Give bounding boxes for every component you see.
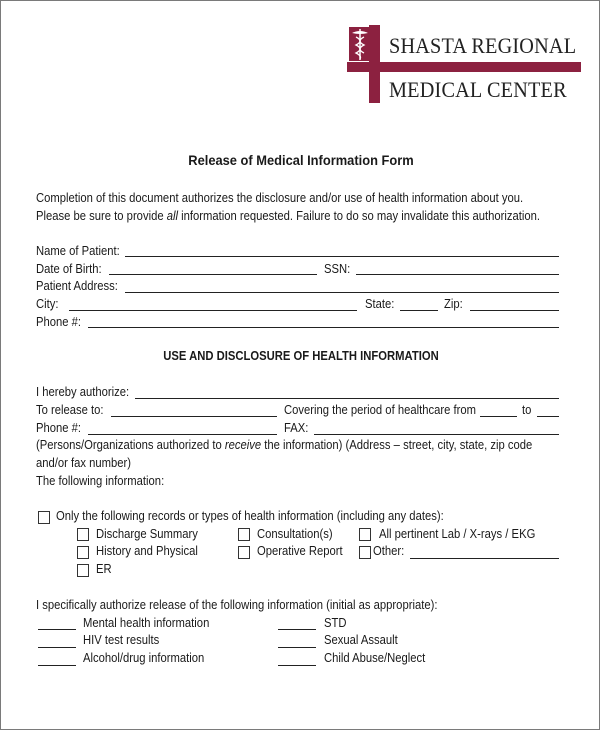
alcohol-drug-label: Alcohol/drug information <box>83 651 205 665</box>
history-physical-label: History and Physical <box>96 544 198 558</box>
patient-address-field[interactable] <box>125 292 559 293</box>
initial-hiv-field[interactable] <box>38 647 76 648</box>
only-following-label: Only the following records or types of health information (including any dates): <box>56 509 444 523</box>
dob-field[interactable] <box>109 274 317 275</box>
release-phone-label: Phone #: <box>36 421 82 435</box>
fax-field[interactable] <box>314 434 559 435</box>
note-text: (Persons/Organizations authorized to <box>36 438 225 452</box>
period-from-field[interactable] <box>480 416 517 417</box>
logo-line-1: SHASTA REGIONAL <box>389 33 577 58</box>
initial-std-field[interactable] <box>278 629 316 630</box>
fax-label: FAX: <box>284 421 309 435</box>
intro-text: information requested. Failure to do so may invalidate this authorization. <box>177 209 541 223</box>
release-to-label: To release to: <box>36 403 104 417</box>
hiv-label: HIV test results <box>83 633 160 647</box>
intro-line-2 <box>36 209 540 223</box>
patient-phone-label: Phone #: <box>36 315 82 329</box>
following-info-label: The following information: <box>36 474 165 488</box>
city-label: City: <box>36 297 59 311</box>
consultations-label: Consultation(s) <box>257 527 333 541</box>
recipient-note-line-2: and/or fax number) <box>36 456 132 470</box>
period-label: Covering the period of healthcare from <box>284 403 476 417</box>
recipient-note <box>36 438 532 452</box>
intro-line-1: Completion of this document authorizes the disclosure and/or use of health information about you. <box>36 191 524 205</box>
city-field[interactable] <box>69 310 357 311</box>
other-checkbox[interactable] <box>359 546 371 559</box>
period-to-field[interactable] <box>537 416 559 417</box>
authorize-field[interactable] <box>135 398 559 399</box>
intro-emphasis: all <box>166 209 178 223</box>
patient-phone-field[interactable] <box>88 327 559 328</box>
std-label: STD <box>324 616 347 630</box>
initial-sexual-assault-field[interactable] <box>278 647 316 648</box>
other-label: Other: <box>373 544 405 558</box>
patient-name-label: Name of Patient: <box>36 244 120 258</box>
authorize-label: I hereby authorize: <box>36 385 130 399</box>
lab-xrays-ekg-checkbox[interactable] <box>359 528 371 541</box>
initial-mental-health-field[interactable] <box>38 629 76 630</box>
section-heading: USE AND DISCLOSURE OF HEALTH INFORMATION <box>163 349 439 363</box>
state-field[interactable] <box>400 310 438 311</box>
caduceus-icon <box>349 27 371 61</box>
note-emphasis: receive <box>224 438 262 452</box>
patient-address-label: Patient Address: <box>36 279 118 293</box>
operative-report-label: Operative Report <box>257 544 343 558</box>
lab-xrays-ekg-label: All pertinent Lab / X-rays / EKG <box>379 527 536 541</box>
form-title: Release of Medical Information Form <box>188 152 414 168</box>
mental-health-label: Mental health information <box>83 616 210 630</box>
release-phone-field[interactable] <box>88 434 277 435</box>
note-text: the information) (Address – street, city, state, zip code <box>261 438 533 452</box>
release-to-field[interactable] <box>111 416 277 417</box>
er-label: ER <box>96 562 112 576</box>
initial-child-abuse-field[interactable] <box>278 665 316 666</box>
logo-cross-horizontal <box>347 62 581 72</box>
discharge-summary-label: Discharge Summary <box>96 527 198 541</box>
zip-label: Zip: <box>444 297 463 311</box>
logo-line-2: MEDICAL CENTER <box>389 77 567 102</box>
patient-name-field[interactable] <box>125 256 559 257</box>
state-label: State: <box>365 297 395 311</box>
other-field[interactable] <box>410 558 559 559</box>
dob-label: Date of Birth: <box>36 262 102 276</box>
ssn-label: SSN: <box>324 262 351 276</box>
only-following-checkbox[interactable] <box>38 511 50 524</box>
sexual-assault-label: Sexual Assault <box>324 633 398 647</box>
history-physical-checkbox[interactable] <box>77 546 89 559</box>
specific-authorization-heading: I specifically authorize release of the following information (initial as appropriate): <box>36 598 438 612</box>
period-to-label: to <box>522 403 532 417</box>
child-abuse-label: Child Abuse/Neglect <box>324 651 426 665</box>
intro-text: Please be sure to provide <box>36 209 167 223</box>
initial-alcohol-drug-field[interactable] <box>38 665 76 666</box>
operative-report-checkbox[interactable] <box>238 546 250 559</box>
discharge-summary-checkbox[interactable] <box>77 528 89 541</box>
consultations-checkbox[interactable] <box>238 528 250 541</box>
hospital-logo <box>347 25 587 105</box>
zip-field[interactable] <box>470 310 559 311</box>
ssn-field[interactable] <box>356 274 559 275</box>
er-checkbox[interactable] <box>77 564 89 577</box>
